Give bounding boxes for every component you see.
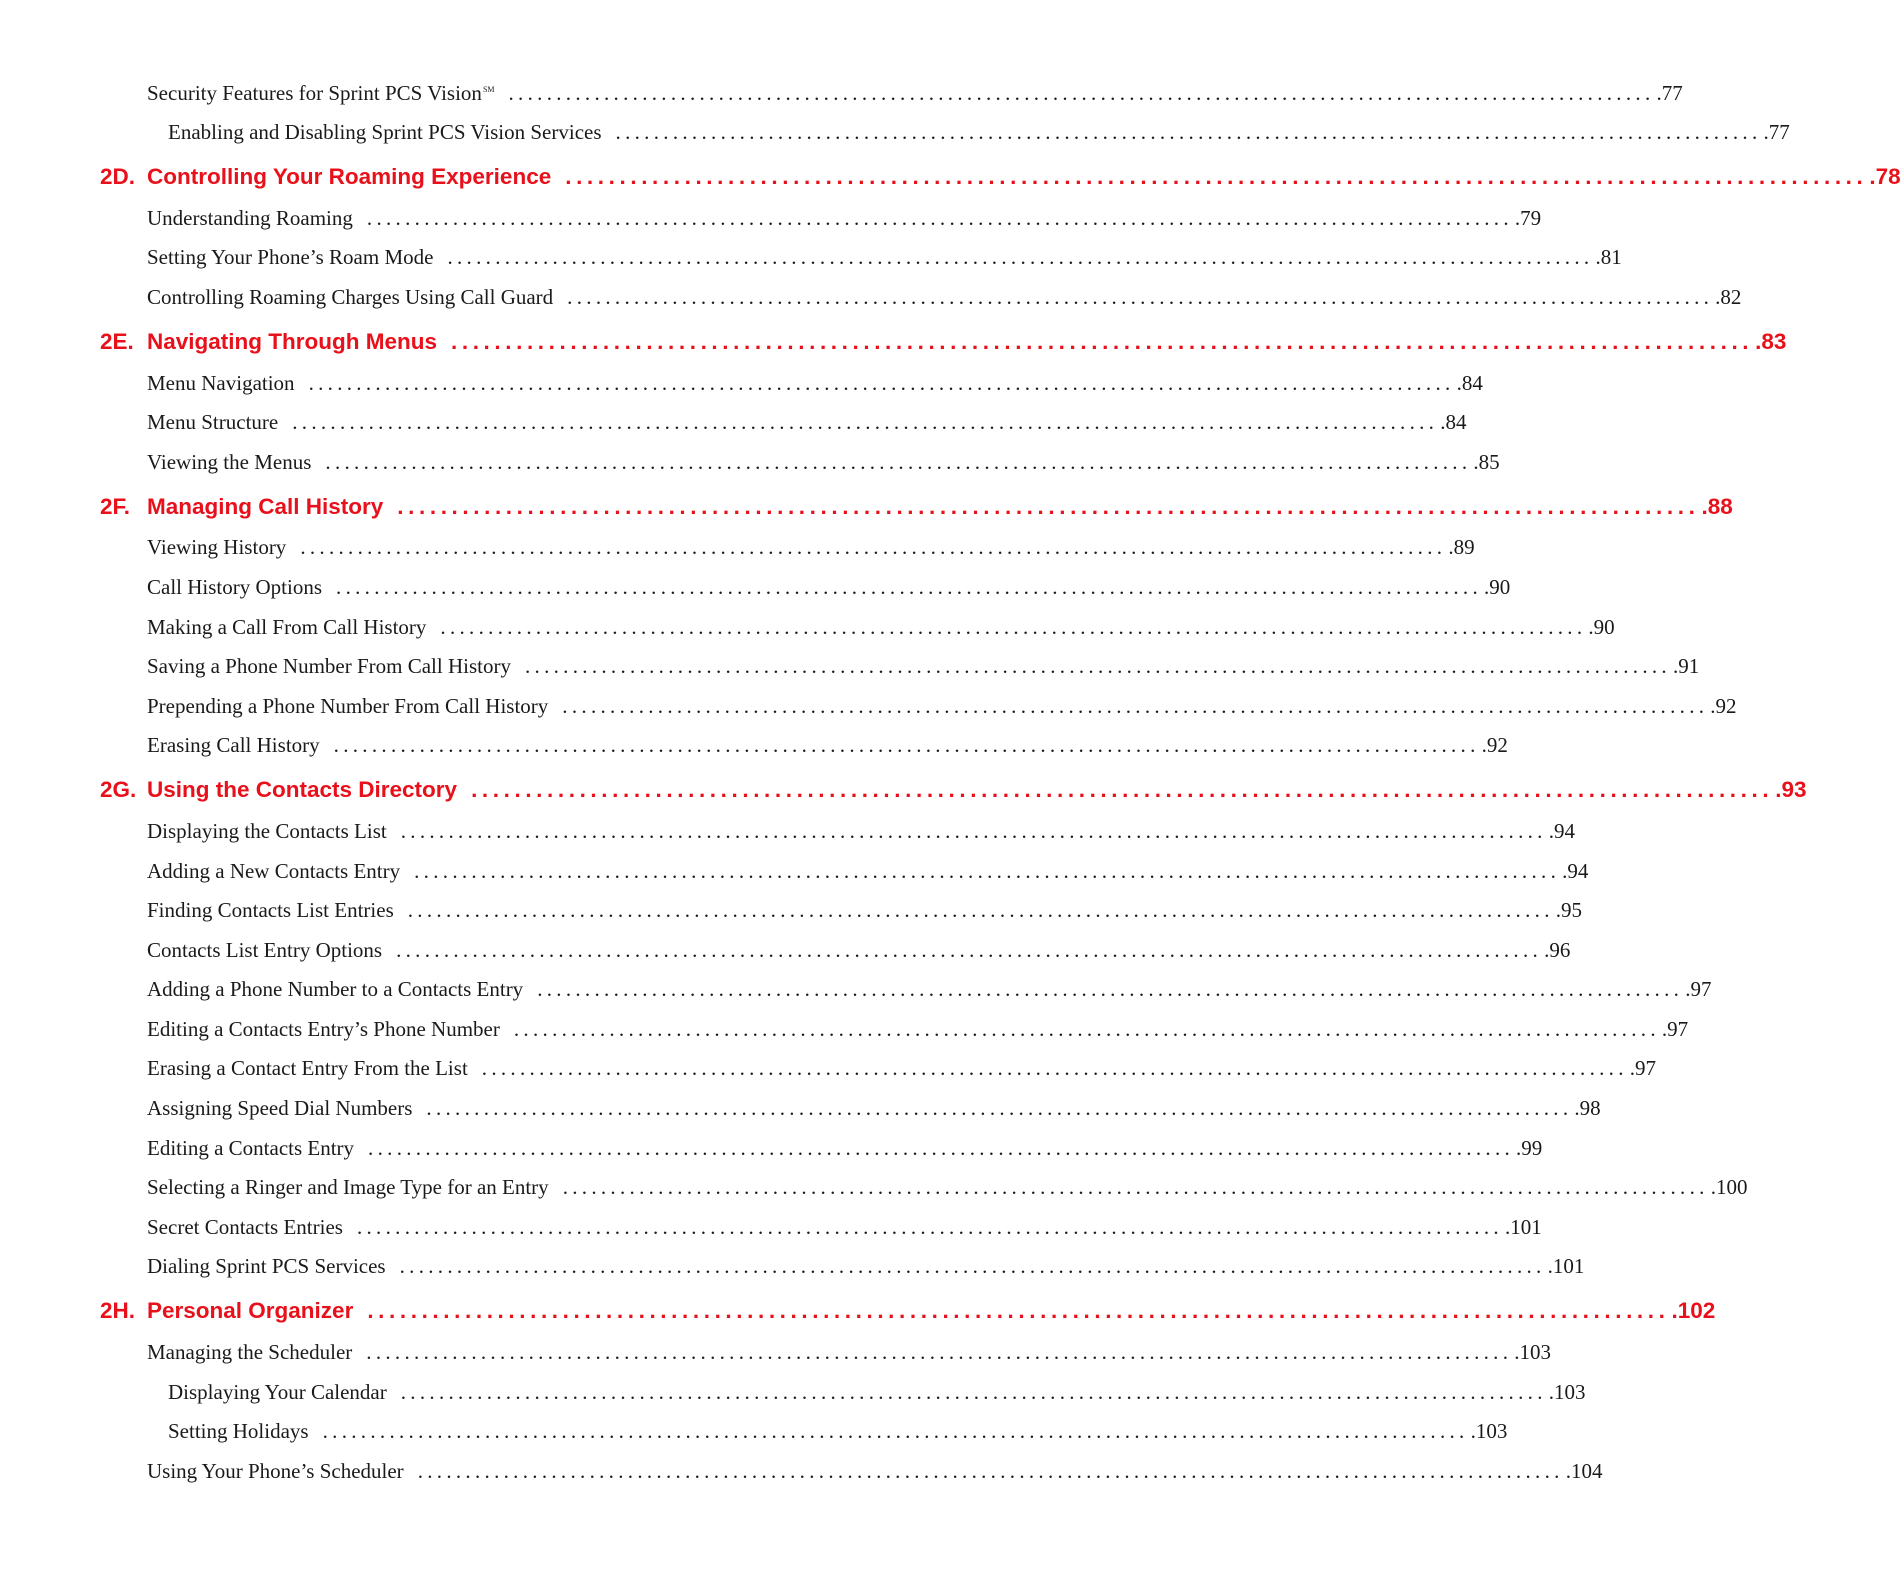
entry-title-text: Enabling and Disabling Sprint PCS Vision Services	[168, 120, 602, 145]
dot-leader: ........................................................................................................................	[537, 977, 1684, 1002]
entry-title-text: Displaying the Contacts List	[147, 818, 387, 843]
entry-title-text: Using the Contacts Directory	[147, 777, 458, 803]
dot-leader: ........................................................................................................................	[400, 818, 1547, 843]
page-number: .81	[1595, 245, 1622, 270]
entry-title	[147, 1016, 500, 1046]
entry-title-text: Personal Organizer	[147, 1298, 354, 1324]
toc-entry[interactable]	[0, 644, 1700, 684]
entry-title-text: Selecting a Ringer and Image Type for an Entry	[147, 1175, 549, 1200]
dot-leader: ........................................................................................................................	[565, 164, 1868, 190]
page-number: .88	[1701, 493, 1733, 519]
entry-title-text: Prepending a Phone Number From Call History	[147, 693, 549, 718]
entry-title	[147, 1214, 343, 1244]
toc-entry[interactable]	[0, 848, 1589, 888]
toc-entry[interactable]	[0, 1006, 1689, 1046]
page-number: .94	[1562, 858, 1589, 883]
page-number: .103	[1514, 1340, 1552, 1365]
entry-title-text: Using Your Phone’s Scheduler	[147, 1458, 404, 1483]
entry-title	[147, 732, 320, 762]
toc-entry[interactable]	[0, 1165, 1748, 1205]
entry-title	[147, 370, 295, 400]
page-number: .97	[1661, 1016, 1689, 1041]
page-number: .95	[1555, 898, 1582, 923]
dot-leader: ........................................................................................................................	[397, 493, 1700, 519]
dot-leader: ........................................................................................................................	[440, 614, 1587, 639]
section-number: 2E.	[100, 328, 134, 354]
toc-entry[interactable]	[0, 1085, 1601, 1125]
section-number: 2G.	[100, 777, 137, 803]
page-number: .99	[1516, 1135, 1543, 1160]
toc-section-heading[interactable]	[0, 314, 1787, 360]
dot-leader: ........................................................................................................................	[400, 1379, 1547, 1404]
entry-title	[147, 284, 553, 314]
page-number: .101	[1504, 1214, 1542, 1239]
toc-section-heading[interactable]	[0, 149, 1901, 195]
entry-title-text: Contacts List Entry Options	[147, 937, 383, 962]
dot-leader: ........................................................................................................................	[308, 370, 1455, 395]
entry-title-text: Menu Navigation	[147, 370, 295, 395]
entry-title-text: Controlling Your Roaming Experience	[147, 164, 552, 190]
entry-title-text: Making a Call From Call History	[147, 614, 427, 639]
dot-leader: ........................................................................................................................	[567, 284, 1714, 309]
entry-title-text: Understanding Roaming	[147, 205, 353, 230]
dot-leader: ........................................................................................................................	[322, 1419, 1469, 1444]
toc-entry[interactable]	[0, 1369, 1586, 1409]
toc-entry[interactable]	[0, 967, 1712, 1007]
page-number: .102	[1671, 1298, 1716, 1324]
dot-leader: ........................................................................................................................	[399, 1254, 1546, 1279]
page-number: .104	[1565, 1458, 1603, 1483]
page-number: .83	[1755, 328, 1787, 354]
entry-title	[147, 1135, 354, 1165]
entry-title-text: Editing a Contacts Entry’s Phone Number	[147, 1016, 500, 1041]
entry-title-text: Controlling Roaming Charges Using Call Guard	[147, 284, 554, 309]
dot-leader: ........................................................................................................................	[396, 937, 1543, 962]
entry-title	[147, 858, 400, 888]
page-number: .101	[1547, 1254, 1585, 1279]
dot-leader: ........................................................................................................................	[292, 410, 1439, 435]
page-number: .77	[1656, 80, 1683, 105]
toc-entry[interactable]	[0, 564, 1511, 604]
entry-title-text: Navigating Through Menus	[147, 328, 437, 354]
entry-title	[147, 937, 382, 967]
entry-title	[168, 1379, 387, 1409]
dot-leader: ........................................................................................................................	[562, 693, 1709, 718]
service-mark: SM	[482, 84, 495, 94]
toc-entry[interactable]	[0, 1046, 1657, 1086]
entry-title	[147, 1458, 404, 1488]
entry-title-text: Displaying Your Calendar	[168, 1379, 387, 1404]
entry-title-text: Finding Contacts List Entries	[147, 898, 394, 923]
page-number: .94	[1548, 818, 1575, 843]
toc-entry[interactable]	[0, 70, 1683, 110]
dot-leader: ........................................................................................................................	[417, 1458, 1564, 1483]
page-number: .96	[1544, 937, 1571, 962]
page-number: .85	[1473, 449, 1500, 474]
dot-leader: ........................................................................................................................	[366, 1340, 1513, 1365]
entry-title	[147, 614, 426, 644]
dot-leader: ........................................................................................................................	[368, 1135, 1515, 1160]
dot-leader: ........................................................................................................................	[451, 328, 1754, 354]
entry-title-text: Managing Call History	[147, 493, 384, 519]
entry-title	[147, 409, 278, 439]
entry-title-text: Saving a Phone Number From Call History	[147, 654, 511, 679]
dot-leader: ........................................................................................................................	[333, 733, 1480, 758]
dot-leader: ........................................................................................................................	[447, 245, 1594, 270]
toc-entry[interactable]	[0, 1244, 1585, 1284]
toc-section-heading[interactable]	[0, 762, 1807, 808]
page-number: .100	[1710, 1175, 1748, 1200]
entry-title	[147, 493, 383, 525]
page-number: .84	[1456, 370, 1483, 395]
page-number: .77	[1763, 120, 1790, 145]
entry-title	[147, 1095, 412, 1125]
entry-title-text: Erasing Call History	[147, 733, 320, 758]
toc-entry[interactable]	[0, 1329, 1552, 1369]
table-of-contents	[0, 70, 1901, 1488]
section-number: 2H.	[100, 1298, 136, 1324]
dot-leader: ........................................................................................................................	[407, 898, 1554, 923]
entry-title	[147, 776, 457, 808]
entry-title-text: Viewing History	[147, 535, 287, 560]
entry-title-text: Setting Your Phone’s Roam Mode	[147, 245, 434, 270]
dot-leader: ........................................................................................................................	[615, 120, 1762, 145]
page-number: .82	[1715, 284, 1742, 309]
toc-entry[interactable]	[0, 195, 1542, 235]
entry-title	[147, 976, 523, 1006]
toc-section-heading[interactable]	[0, 1283, 1716, 1329]
entry-title	[147, 163, 551, 195]
entry-title-text: Security Features for Sprint PCS Vision	[147, 80, 482, 105]
dot-leader: ........................................................................................................................	[414, 858, 1561, 883]
entry-title	[147, 1253, 386, 1283]
dot-leader: ........................................................................................................................	[426, 1096, 1573, 1121]
entry-title-text: Menu Structure	[147, 410, 279, 435]
page-number: .91	[1672, 654, 1700, 679]
toc-entry[interactable]	[0, 360, 1483, 400]
entry-title	[147, 1174, 549, 1204]
page-number: .92	[1481, 733, 1508, 758]
page-number: .103	[1548, 1379, 1586, 1404]
page-number: .89	[1448, 535, 1475, 560]
entry-title-text: Dialing Sprint PCS Services	[147, 1254, 386, 1279]
entry-title	[168, 1418, 309, 1448]
dot-leader: ........................................................................................................................	[562, 1175, 1709, 1200]
entry-title	[147, 449, 311, 479]
toc-entry[interactable]	[0, 888, 1582, 928]
toc-section-heading[interactable]	[0, 479, 1733, 525]
page-number: .92	[1710, 693, 1737, 718]
toc-entry[interactable]	[0, 1125, 1543, 1165]
dot-leader: ........................................................................................................................	[481, 1056, 1628, 1081]
entry-title-text: Managing the Scheduler	[147, 1340, 353, 1365]
page-number: .103	[1470, 1419, 1508, 1444]
entry-title	[147, 693, 548, 723]
toc-entry[interactable]	[0, 525, 1475, 565]
page-number: .98	[1574, 1096, 1601, 1121]
dot-leader: ........................................................................................................................	[508, 80, 1655, 105]
toc-entry[interactable]	[0, 1448, 1603, 1488]
toc-entry[interactable]	[0, 1204, 1542, 1244]
toc-entry[interactable]	[0, 400, 1467, 440]
dot-leader: ........................................................................................................................	[325, 449, 1472, 474]
entry-title	[147, 1339, 352, 1369]
entry-title-text: Adding a Phone Number to a Contacts Entry	[147, 977, 524, 1002]
toc-entry[interactable]	[0, 439, 1500, 479]
entry-title	[147, 1297, 353, 1329]
toc-entry[interactable]	[0, 1409, 1508, 1449]
dot-leader: ........................................................................................................................	[513, 1016, 1660, 1041]
entry-title	[147, 1055, 468, 1085]
entry-title-text: Call History Options	[147, 574, 323, 599]
entry-title	[147, 328, 437, 360]
entry-title-text: Editing a Contacts Entry	[147, 1135, 355, 1160]
toc-entry[interactable]	[0, 274, 1742, 314]
dot-leader: ........................................................................................................................	[367, 1298, 1670, 1324]
page-number: .84	[1440, 410, 1467, 435]
toc-entry[interactable]	[0, 604, 1615, 644]
entry-title	[147, 205, 353, 235]
page-number: .78	[1869, 164, 1901, 190]
page-number: .90	[1588, 614, 1615, 639]
dot-leader: ........................................................................................................................	[336, 574, 1483, 599]
page-number: .90	[1484, 574, 1511, 599]
entry-title-text: Adding a New Contacts Entry	[147, 858, 401, 883]
entry-title	[168, 119, 602, 149]
page-number: .97	[1629, 1056, 1657, 1081]
entry-title	[147, 818, 387, 848]
entry-title-text: Erasing a Contact Entry From the List	[147, 1056, 468, 1081]
entry-title-text: Secret Contacts Entries	[147, 1214, 343, 1239]
dot-leader: ........................................................................................................................	[524, 654, 1671, 679]
toc-entry[interactable]	[0, 927, 1571, 967]
entry-title	[147, 80, 495, 110]
entry-title	[147, 653, 511, 683]
entry-title-text: Assigning Speed Dial Numbers	[147, 1096, 413, 1121]
page-number: .93	[1775, 777, 1807, 803]
section-number: 2F.	[100, 493, 131, 519]
entry-title	[147, 244, 433, 274]
dot-leader: ........................................................................................................................	[366, 205, 1513, 230]
toc-entry[interactable]	[0, 235, 1622, 275]
toc-entry[interactable]	[0, 723, 1508, 763]
entry-title	[147, 534, 286, 564]
dot-leader: ........................................................................................................................	[300, 535, 1447, 560]
page-number: .97	[1685, 977, 1712, 1002]
toc-entry[interactable]	[0, 683, 1737, 723]
toc-entry[interactable]	[0, 808, 1575, 848]
dot-leader: ........................................................................................................................	[471, 777, 1774, 803]
section-number: 2D.	[100, 164, 136, 190]
entry-title-text: Viewing the Menus	[147, 449, 312, 474]
toc-entry[interactable]	[0, 110, 1790, 150]
entry-title-text: Setting Holidays	[168, 1419, 309, 1444]
entry-title	[147, 897, 394, 927]
dot-leader: ........................................................................................................................	[356, 1214, 1503, 1239]
entry-title	[147, 574, 322, 604]
page-number: .79	[1514, 205, 1542, 230]
